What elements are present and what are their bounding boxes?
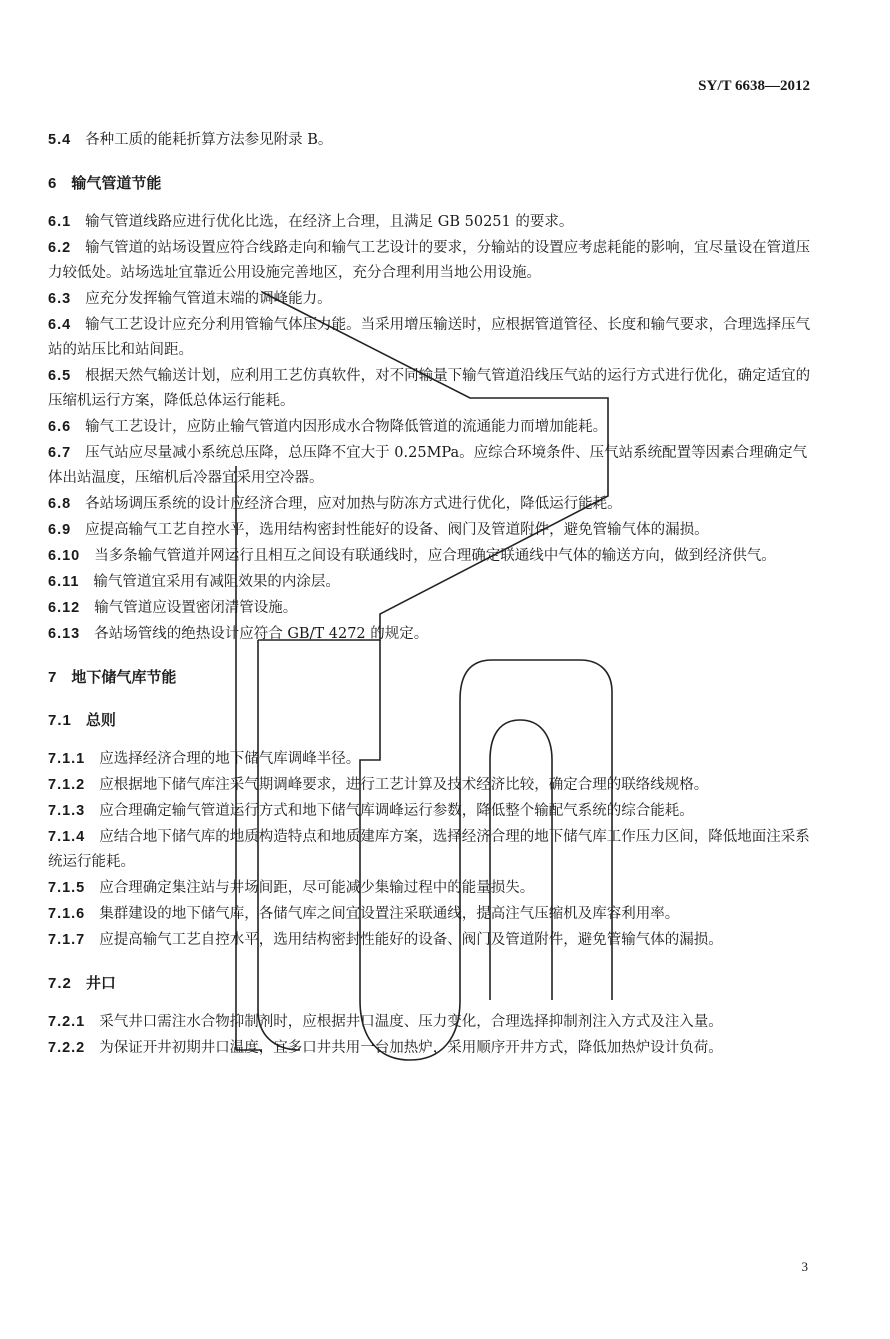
- section-number: 6: [48, 175, 58, 192]
- clause-number: 6.12: [48, 600, 81, 616]
- clause-number: 6.4: [48, 317, 72, 333]
- clause-7-1-6: [48, 902, 818, 927]
- clause-6-5: [48, 364, 818, 414]
- clause-text: 应选择经济合理的地下储气库调峰半径。: [99, 751, 361, 767]
- clause-text: 各种工质的能耗折算方法参见附录 B。: [85, 132, 333, 148]
- page-number: 3: [801, 1259, 808, 1274]
- clause-number: 7.1.3: [48, 803, 86, 819]
- clause-text: 输气管道宜采用有减阻效果的内涂层。: [93, 574, 340, 590]
- section-6-heading: [48, 171, 818, 196]
- clause-number: 6.2: [48, 240, 72, 256]
- standard-code: SY/T 6638—2012: [698, 78, 810, 94]
- clause-text: 各站场管线的绝热设计应符合 GB/T 4272 的规定。: [94, 626, 429, 642]
- clause-number: 6.1: [48, 214, 72, 230]
- section-title: 井口: [85, 974, 116, 992]
- section-title: 总则: [85, 711, 116, 729]
- section-title: 输气管道节能: [71, 174, 162, 192]
- clause-text: 输气工艺设计，应防止输气管道内因形成水合物降低管道的流通能力而增加能耗。: [85, 419, 608, 435]
- clause-6-9: [48, 518, 818, 543]
- clause-6-4: [48, 313, 818, 363]
- clause-number: 6.9: [48, 522, 72, 538]
- clause-number: 7.2.1: [48, 1014, 86, 1030]
- section-7-heading: [48, 665, 818, 690]
- clause-text: 输气管道的站场设置应符合线路走向和输气工艺设计的要求，分输站的设置应考虑耗能的影响，宜尽量设在管道压力较低处。站场选址宜靠近公用设施完善地区，充分合理利用当地公用设施。: [48, 240, 811, 281]
- clause-text: 应充分发挥输气管道末端的调峰能力。: [85, 291, 332, 307]
- clause-text: 输气管道应设置密闭清管设施。: [94, 600, 298, 616]
- clause-text: 应合理确定集注站与井场间距，尽可能减少集输过程中的能量损失。: [99, 880, 535, 896]
- clause-7-1-2: [48, 773, 818, 798]
- clause-number: 7.1.1: [48, 751, 86, 767]
- clause-number: 7.1.2: [48, 777, 86, 793]
- clause-text: 当多条输气管道并网运行且相互之间设有联通线时，应合理确定联通线中气体的输送方向，做到经济供气。: [94, 548, 776, 564]
- clause-7-1-7: [48, 928, 818, 953]
- clause-7-2-2: [48, 1036, 818, 1061]
- clause-number: 6.6: [48, 419, 72, 435]
- clause-7-1-5: [48, 876, 818, 901]
- clause-text: 根据天然气输送计划，应利用工艺仿真软件，对不同输量下输气管道沿线压气站的运行方式进行优化，确定适宜的压缩机运行方案，降低总体运行能耗。: [48, 368, 811, 409]
- clause-text: 应合理确定输气管道运行方式和地下储气库调峰运行参数，降低整个输配气系统的综合能耗。: [99, 803, 694, 819]
- clause-text: 压气站应尽量减小系统总压降，总压降不宜大于 0.25MPa。应综合环境条件、压气站系统配置等因素合理确定气体出站温度，压缩机后冷器宜采用空冷器。: [48, 445, 808, 486]
- clause-number: 7.1.5: [48, 880, 86, 896]
- clause-6-12: [48, 596, 818, 621]
- clause-number: 5.4: [48, 132, 72, 148]
- clause-text: 应根据地下储气库注采气期调峰要求，进行工艺计算及技术经济比较，确定合理的联络线规格。: [99, 777, 709, 793]
- section-number: 7.1: [48, 712, 72, 729]
- clause-7-2-1: [48, 1010, 818, 1035]
- clause-5-4: [48, 128, 818, 153]
- clause-text: 应提高输气工艺自控水平，选用结构密封性能好的设备、阀门及管道附件，避免管输气体的漏损。: [99, 932, 723, 948]
- clause-text: 采气井口需注水合物抑制剂时，应根据井口温度、压力变化，合理选择抑制剂注入方式及注入量。: [99, 1014, 723, 1030]
- section-7-1-heading: [48, 708, 818, 733]
- clause-number: 6.7: [48, 445, 72, 461]
- section-number: 7.2: [48, 975, 72, 992]
- clause-number: 6.3: [48, 291, 72, 307]
- clause-6-3: [48, 287, 818, 312]
- section-number: 7: [48, 669, 58, 686]
- clause-number: 7.2.2: [48, 1040, 86, 1056]
- clause-text: 应提高输气工艺自控水平，选用结构密封性能好的设备、阀门及管道附件，避免管输气体的漏损。: [85, 522, 709, 538]
- clause-6-7: [48, 441, 818, 491]
- clause-text: 集群建设的地下储气库，各储气库之间宜设置注采联通线，提高注气压缩机及库容利用率。: [99, 906, 680, 922]
- clause-number: 7.1.7: [48, 932, 86, 948]
- clause-text: 应结合地下储气库的地质构造特点和地质建库方案，选择经济合理的地下储气库工作压力区间，降低地面注采系统运行能耗。: [48, 829, 810, 870]
- clause-number: 6.8: [48, 496, 72, 512]
- clause-number: 6.11: [48, 574, 80, 590]
- clause-number: 7.1.4: [48, 829, 86, 845]
- clause-7-1-4: [48, 825, 818, 875]
- clause-text: 为保证开井初期井口温度，宜多口井共用一台加热炉，采用顺序开井方式，降低加热炉设计负荷。: [99, 1040, 723, 1056]
- clause-7-1-3: [48, 799, 818, 824]
- section-title: 地下储气库节能: [71, 668, 177, 686]
- document-body: [48, 128, 818, 1062]
- clause-number: 6.10: [48, 548, 81, 564]
- section-7-2-heading: [48, 971, 818, 996]
- clause-6-13: [48, 622, 818, 647]
- clause-number: 6.5: [48, 368, 72, 384]
- clause-6-10: [48, 544, 818, 569]
- clause-6-8: [48, 492, 818, 517]
- clause-7-1-1: [48, 747, 818, 772]
- clause-number: 7.1.6: [48, 906, 86, 922]
- clause-number: 6.13: [48, 626, 81, 642]
- clause-6-6: [48, 415, 818, 440]
- clause-text: 输气工艺设计应充分利用管输气体压力能。当采用增压输送时，应根据管道管径、长度和输气要求，合理选择压气站的站压比和站间距。: [48, 317, 811, 358]
- clause-text: 各站场调压系统的设计应经济合理，应对加热与防冻方式进行优化，降低运行能耗。: [85, 496, 622, 512]
- clause-6-11: [48, 570, 818, 595]
- clause-6-2: [48, 236, 818, 286]
- clause-6-1: [48, 210, 818, 235]
- clause-text: 输气管道线路应进行优化比选，在经济上合理，且满足 GB 50251 的要求。: [85, 214, 574, 230]
